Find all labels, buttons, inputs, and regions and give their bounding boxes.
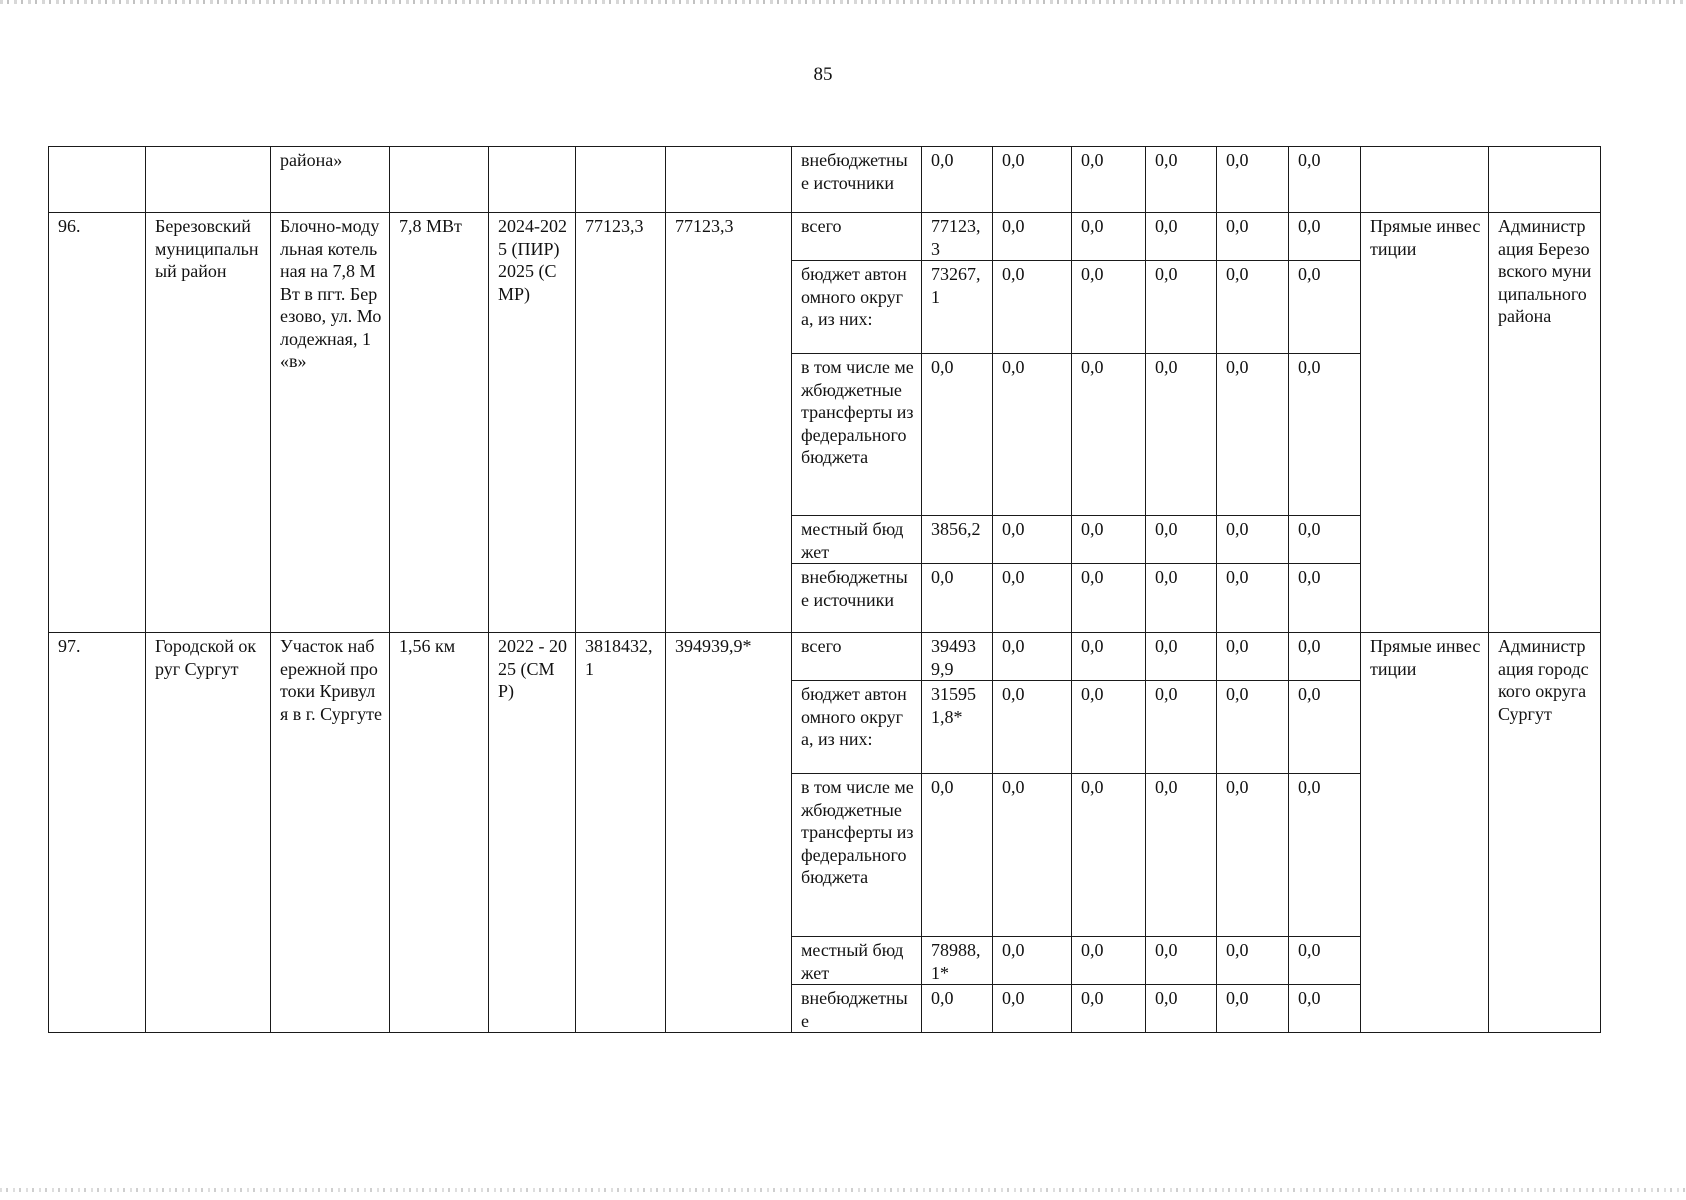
cell-remaining-cost bbox=[666, 147, 792, 213]
cell-value: 0,0 bbox=[922, 147, 993, 213]
cell-value: 0,0 bbox=[1072, 985, 1146, 1033]
cell-municipality bbox=[146, 147, 271, 213]
cell-value: 0,0 bbox=[1072, 564, 1146, 633]
cell-value: 0,0 bbox=[993, 633, 1072, 681]
cell-value: 0,0 bbox=[1217, 147, 1289, 213]
cell-value: 394939,9 bbox=[922, 633, 993, 681]
cell-source: местный бюджет bbox=[792, 937, 922, 985]
page-number: 85 bbox=[813, 64, 833, 85]
cell-source: бюджет автономного округа, из них: bbox=[792, 261, 922, 354]
cell-value: 0,0 bbox=[993, 564, 1072, 633]
cell-value: 0,0 bbox=[1217, 985, 1289, 1033]
cell-value: 0,0 bbox=[1289, 516, 1361, 564]
cell-value: 0,0 bbox=[1146, 261, 1217, 354]
cell-source: всего bbox=[792, 213, 922, 261]
cell-source: в том числе межбюджетные трансферты из федерального бюджета bbox=[792, 354, 922, 516]
cell-object: Участок набережной протоки Кривуля в г. Сургуте bbox=[271, 633, 390, 1033]
cell-capacity bbox=[390, 147, 489, 213]
cell-value: 0,0 bbox=[993, 681, 1072, 774]
cell-value: 0,0 bbox=[1217, 937, 1289, 985]
cell-customer: Администрация городского округа Сургут bbox=[1489, 633, 1601, 1033]
cell-value: 0,0 bbox=[1289, 261, 1361, 354]
investment-table bbox=[48, 146, 1601, 1033]
cell-form bbox=[1361, 147, 1489, 213]
cell-value: 0,0 bbox=[1289, 774, 1361, 937]
cell-source: внебюджетные bbox=[792, 985, 922, 1033]
cell-value: 0,0 bbox=[1072, 516, 1146, 564]
cell-value: 0,0 bbox=[993, 516, 1072, 564]
cell-value: 0,0 bbox=[1072, 681, 1146, 774]
table-row bbox=[49, 633, 1601, 681]
cell-value: 0,0 bbox=[1072, 774, 1146, 937]
cell-value: 0,0 bbox=[1217, 213, 1289, 261]
cell-value: 0,0 bbox=[1146, 774, 1217, 937]
cell-value: 0,0 bbox=[1217, 354, 1289, 516]
cell-no: 97. bbox=[49, 633, 146, 1033]
cell-source: бюджет автономного округа, из них: bbox=[792, 681, 922, 774]
cell-source: внебюджетные источники bbox=[792, 147, 922, 213]
cell-object: Блочно-модульная котельная на 7,8 МВт в пгт. Березово, ул. Молодежная, 1 «в» bbox=[271, 213, 390, 633]
cell-estimated-cost bbox=[576, 147, 666, 213]
cell-value: 0,0 bbox=[1072, 354, 1146, 516]
cell-estimated-cost: 77123,3 bbox=[576, 213, 666, 633]
cell-value: 73267,1 bbox=[922, 261, 993, 354]
cell-value: 0,0 bbox=[993, 985, 1072, 1033]
cell-source: в том числе межбюджетные трансферты из федерального бюджета bbox=[792, 774, 922, 937]
cell-estimated-cost: 3818432,1 bbox=[576, 633, 666, 1033]
cell-value: 3856,2 bbox=[922, 516, 993, 564]
cell-value: 0,0 bbox=[1217, 633, 1289, 681]
cell-value: 0,0 bbox=[1289, 564, 1361, 633]
cell-value: 0,0 bbox=[1289, 985, 1361, 1033]
table-row bbox=[49, 147, 1601, 213]
cell-value: 0,0 bbox=[993, 213, 1072, 261]
cell-value: 0,0 bbox=[1146, 213, 1217, 261]
cell-value: 0,0 bbox=[993, 937, 1072, 985]
cell-customer bbox=[1489, 147, 1601, 213]
cell-value: 0,0 bbox=[993, 261, 1072, 354]
cell-value: 0,0 bbox=[1146, 516, 1217, 564]
cell-remaining-cost: 77123,3 bbox=[666, 213, 792, 633]
cell-capacity: 7,8 МВт bbox=[390, 213, 489, 633]
cell-value: 0,0 bbox=[1146, 633, 1217, 681]
cell-municipality: Березовский муниципальный район bbox=[146, 213, 271, 633]
cell-value: 0,0 bbox=[1217, 774, 1289, 937]
scan-edge-top bbox=[0, 0, 1686, 4]
cell-value: 0,0 bbox=[1289, 633, 1361, 681]
cell-object: района» bbox=[271, 147, 390, 213]
scan-edge-bottom bbox=[0, 1188, 1686, 1192]
cell-value: 0,0 bbox=[1146, 937, 1217, 985]
cell-no bbox=[49, 147, 146, 213]
cell-value: 0,0 bbox=[1146, 985, 1217, 1033]
cell-value: 0,0 bbox=[1072, 633, 1146, 681]
cell-value: 0,0 bbox=[1289, 681, 1361, 774]
cell-value: 0,0 bbox=[1217, 564, 1289, 633]
cell-value: 0,0 bbox=[993, 774, 1072, 937]
cell-value: 0,0 bbox=[1289, 354, 1361, 516]
cell-source: местный бюджет bbox=[792, 516, 922, 564]
cell-value: 0,0 bbox=[1072, 213, 1146, 261]
cell-value: 0,0 bbox=[993, 147, 1072, 213]
table-row bbox=[49, 213, 1601, 261]
cell-value: 0,0 bbox=[1072, 147, 1146, 213]
cell-value: 0,0 bbox=[1289, 213, 1361, 261]
cell-value: 315951,8* bbox=[922, 681, 993, 774]
cell-value: 78988,1* bbox=[922, 937, 993, 985]
cell-value: 0,0 bbox=[993, 354, 1072, 516]
cell-value: 0,0 bbox=[922, 354, 993, 516]
cell-value: 0,0 bbox=[1217, 261, 1289, 354]
cell-source: всего bbox=[792, 633, 922, 681]
cell-value: 0,0 bbox=[1072, 937, 1146, 985]
cell-value: 0,0 bbox=[1072, 261, 1146, 354]
cell-source: внебюджетные источники bbox=[792, 564, 922, 633]
cell-value: 0,0 bbox=[1289, 937, 1361, 985]
cell-value: 0,0 bbox=[1217, 681, 1289, 774]
cell-period: 2024-2025 (ПИР) 2025 (СМР) bbox=[489, 213, 576, 633]
cell-value: 0,0 bbox=[1146, 564, 1217, 633]
cell-value: 77123,3 bbox=[922, 213, 993, 261]
cell-value: 0,0 bbox=[922, 774, 993, 937]
cell-customer: Администрация Березовского муниципального района bbox=[1489, 213, 1601, 633]
cell-period: 2022 - 2025 (СМР) bbox=[489, 633, 576, 1033]
cell-form: Прямые инвестиции bbox=[1361, 213, 1489, 633]
cell-form: Прямые инвестиции bbox=[1361, 633, 1489, 1033]
cell-value: 0,0 bbox=[1146, 354, 1217, 516]
cell-value: 0,0 bbox=[922, 564, 993, 633]
cell-value: 0,0 bbox=[922, 985, 993, 1033]
cell-period bbox=[489, 147, 576, 213]
cell-remaining-cost: 394939,9* bbox=[666, 633, 792, 1033]
cell-capacity: 1,56 км bbox=[390, 633, 489, 1033]
cell-municipality: Городской округ Сургут bbox=[146, 633, 271, 1033]
cell-value: 0,0 bbox=[1217, 516, 1289, 564]
cell-value: 0,0 bbox=[1146, 681, 1217, 774]
cell-value: 0,0 bbox=[1146, 147, 1217, 213]
cell-no: 96. bbox=[49, 213, 146, 633]
cell-value: 0,0 bbox=[1289, 147, 1361, 213]
